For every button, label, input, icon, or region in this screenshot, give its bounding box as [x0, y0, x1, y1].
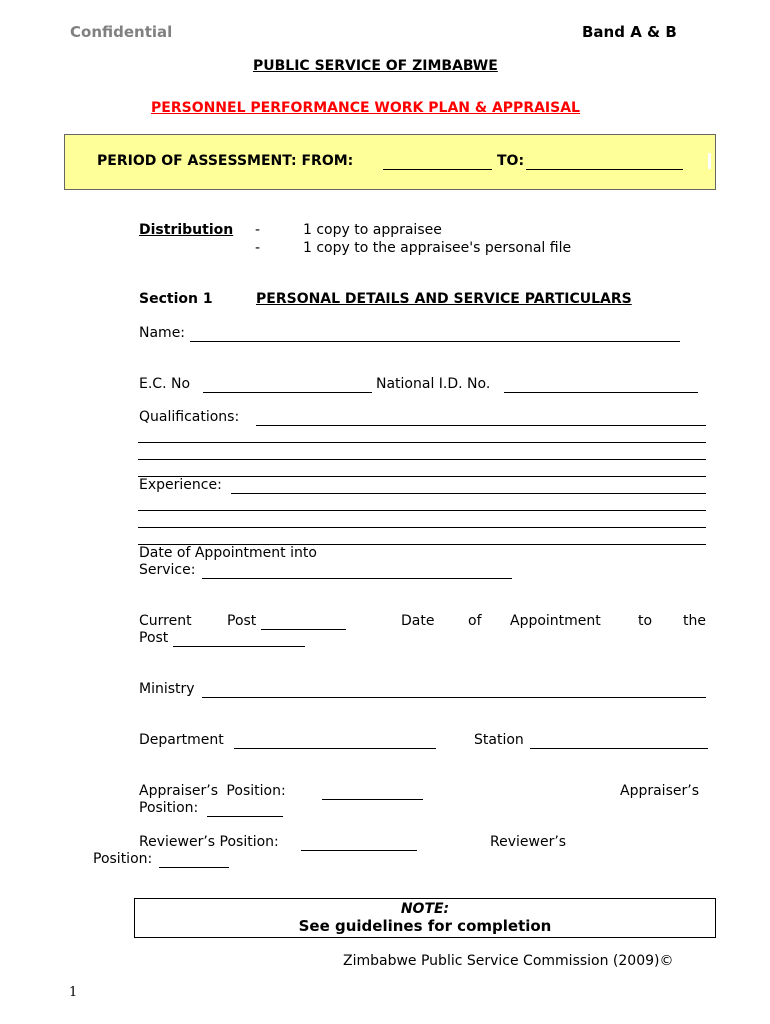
distribution-dash-1: -	[255, 222, 261, 238]
experience-line-2[interactable]	[138, 510, 706, 511]
reviewer-position-label: Reviewer’s Position:	[139, 834, 279, 850]
qualifications-line-4[interactable]	[138, 476, 706, 477]
department-label: Department	[139, 732, 224, 748]
org-title: PUBLIC SERVICE OF ZIMBABWE	[253, 58, 498, 74]
note-title: NOTE:	[400, 901, 450, 917]
appraiser-position-second-field[interactable]	[207, 816, 283, 817]
experience-label: Experience:	[139, 477, 222, 493]
experience-line-1[interactable]	[231, 493, 706, 494]
distribution-item-2: 1 copy to the appraisee's personal file	[303, 240, 572, 256]
reviewer-right-label: Reviewer’s	[490, 834, 567, 850]
page-number: 1	[69, 985, 78, 1000]
section-number: Section 1	[139, 291, 213, 307]
box-marker	[708, 153, 711, 169]
distribution-dash-2: -	[255, 240, 261, 256]
ec-number-label: E.C. No	[139, 376, 191, 392]
date-appointment-post-field[interactable]	[173, 646, 305, 647]
band-label: Band A & B	[582, 23, 677, 41]
current-post-word-1: Current	[139, 613, 192, 629]
date-of-appt-word-1: Date	[401, 613, 435, 629]
confidential-label: Confidential	[70, 23, 173, 41]
date-of-appt-word-4: to	[638, 613, 653, 629]
date-of-appt-word-5: the	[683, 613, 706, 629]
appraiser-right-label: Appraiser’s	[620, 783, 699, 799]
qualifications-label: Qualifications:	[139, 409, 240, 425]
period-to-field[interactable]	[526, 169, 683, 170]
footer-copyright: Zimbabwe Public Service Commission (2009)©	[343, 953, 674, 969]
date-appointment-label-line2: Service:	[139, 562, 196, 578]
reviewer-position-second-label: Position:	[93, 851, 153, 867]
qualifications-line-3[interactable]	[138, 459, 706, 460]
department-field[interactable]	[234, 748, 436, 749]
period-from-label: PERIOD OF ASSESSMENT: FROM:	[97, 153, 354, 169]
distribution-label: Distribution	[139, 222, 234, 238]
ministry-label: Ministry	[139, 681, 195, 697]
current-post-word-2: Post	[227, 613, 257, 629]
period-to-label: TO:	[497, 153, 525, 169]
experience-line-3[interactable]	[138, 527, 706, 528]
section-title: PERSONAL DETAILS AND SERVICE PARTICULARS	[256, 291, 632, 307]
note-text: See guidelines for completion	[298, 917, 552, 935]
name-label: Name:	[139, 325, 186, 341]
qualifications-line-2[interactable]	[138, 442, 706, 443]
note-box	[134, 898, 716, 938]
post-label: Post	[139, 630, 169, 646]
station-field[interactable]	[530, 748, 708, 749]
appraiser-position-field[interactable]	[322, 799, 423, 800]
national-id-label: National I.D. No.	[376, 376, 491, 392]
period-of-assessment-box	[64, 134, 716, 190]
date-appointment-service-field[interactable]	[202, 578, 512, 579]
ministry-field[interactable]	[202, 697, 706, 698]
date-of-appt-word-2: of	[468, 613, 482, 629]
station-label: Station	[474, 732, 524, 748]
reviewer-position-field[interactable]	[301, 850, 417, 851]
current-post-field[interactable]	[261, 629, 346, 630]
qualifications-line-1[interactable]	[256, 425, 706, 426]
ec-number-field[interactable]	[203, 392, 372, 393]
national-id-field[interactable]	[504, 392, 698, 393]
period-from-field[interactable]	[383, 169, 492, 170]
appraiser-position-label: Appraiser’s Position:	[139, 783, 286, 799]
form-title: PERSONNEL PERFORMANCE WORK PLAN & APPRAISAL	[151, 100, 580, 116]
distribution-item-1: 1 copy to appraisee	[303, 222, 442, 238]
reviewer-position-second-field[interactable]	[159, 867, 229, 868]
date-of-appt-word-3: Appointment	[510, 613, 601, 629]
date-appointment-label-line1: Date of Appointment into	[139, 545, 317, 561]
name-field[interactable]	[190, 341, 680, 342]
appraiser-position-second-label: Position:	[139, 800, 199, 816]
